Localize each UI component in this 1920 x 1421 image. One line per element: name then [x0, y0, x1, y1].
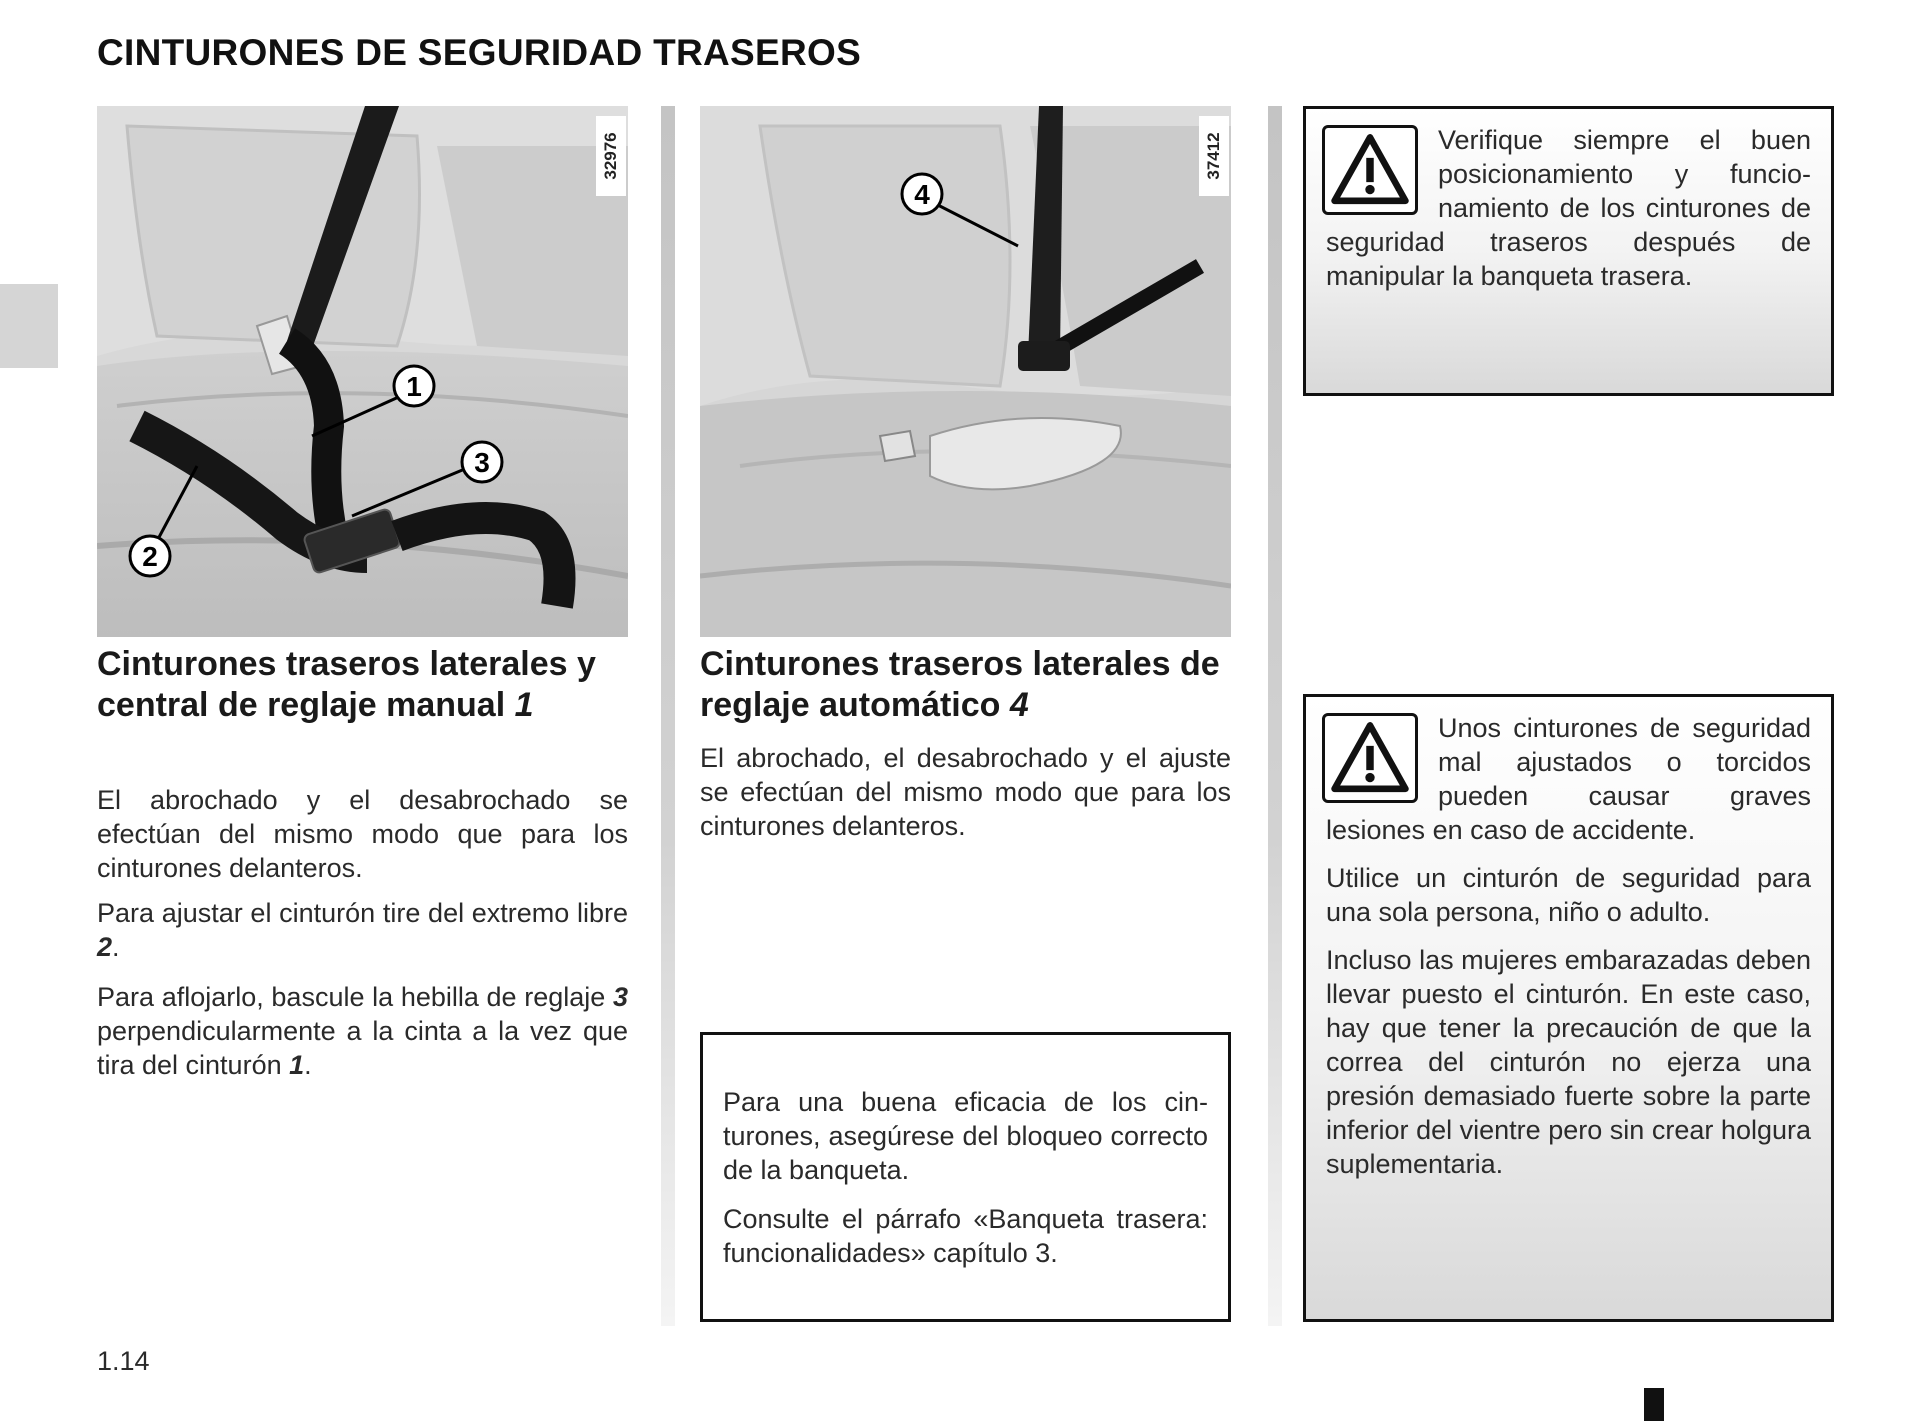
callout-1	[394, 366, 434, 406]
note-box-seat-lock	[700, 1032, 1231, 1322]
svg-text:3: 3	[474, 447, 490, 478]
paragraph-automatic-1: El abrochado, el desabrochado y el ajuste se efectúan del mismo modo que para los cinturones delanteros.	[700, 743, 1231, 841]
figure-manual-belt	[97, 106, 628, 637]
column-divider-right	[1268, 106, 1282, 1326]
warning-text-check-belts: Verifique siempre el buen posicionamiento y funcionamiento de los cinturones de seguridad traseros después de manipular la banqueta trasera.	[1326, 125, 1811, 291]
callout-2	[130, 536, 170, 576]
note-paragraph-2: Consulte el párrafo «Banqueta trasera: funcionalidades» capítulo 3.	[723, 1204, 1208, 1268]
warning-paragraph-1: Unos cinturones de seguridad mal ajustados o torcidos pueden causar graves lesiones en caso de accidente.	[1326, 713, 1811, 845]
svg-text:4: 4	[914, 179, 930, 210]
corner-mark	[1644, 1388, 1664, 1421]
page-title: CINTURONES DE SEGURIDAD TRASEROS	[97, 32, 862, 73]
callout-3	[462, 442, 502, 482]
figure-ref-code: 37412	[1199, 116, 1229, 196]
warning-box-check-belts	[1303, 106, 1834, 396]
paragraph-manual-3: Para aflojarlo, bascule la hebilla de reglaje 3 perpendicularmente a la cinta a la vez que tira del cinturón 1.	[97, 982, 628, 1080]
column-divider-left	[661, 106, 675, 1326]
warning-box-belt-adjustment	[1303, 694, 1834, 1322]
section-heading-manual: Cinturones traseros laterales y central de reglaje manual 1	[97, 645, 596, 724]
figure-manual-belt-illustration	[97, 106, 628, 637]
paragraph-manual-2: Para ajustar el cinturón tire del extremo libre 2.	[97, 898, 628, 962]
page-number: 1.14	[97, 1346, 150, 1376]
chapter-tab	[0, 284, 58, 368]
note-paragraph-1: Para una buena eficacia de los cinturones, asegúrese del bloqueo correcto de la banqueta.	[723, 1087, 1208, 1185]
svg-text:2: 2	[142, 541, 158, 572]
figure-automatic-belt	[700, 106, 1231, 637]
callout-4	[902, 174, 942, 214]
paragraph-manual-1: El abrochado y el desabrochado se efectúan del mismo modo que para los cinturones delanteros.	[97, 785, 628, 883]
warning-paragraph-3: Incluso las mujeres embarazadas deben llevar puesto el cinturón. En este caso, hay que tener la precaución de que la correa del cinturón no ejerza una presión demasiado fuerte sobre la parte inferior del vientre pero sin crear holgura suplementaria.	[1326, 945, 1811, 1179]
warning-paragraph-2: Utilice un cinturón de seguridad para una sola persona, niño o adulto.	[1326, 863, 1811, 927]
svg-text:1: 1	[406, 371, 422, 402]
figure-ref-code: 32976	[596, 116, 626, 196]
figure-automatic-belt-illustration	[700, 106, 1231, 637]
section-heading-automatic: Cinturones traseros laterales de reglaje automático 4	[700, 645, 1220, 724]
